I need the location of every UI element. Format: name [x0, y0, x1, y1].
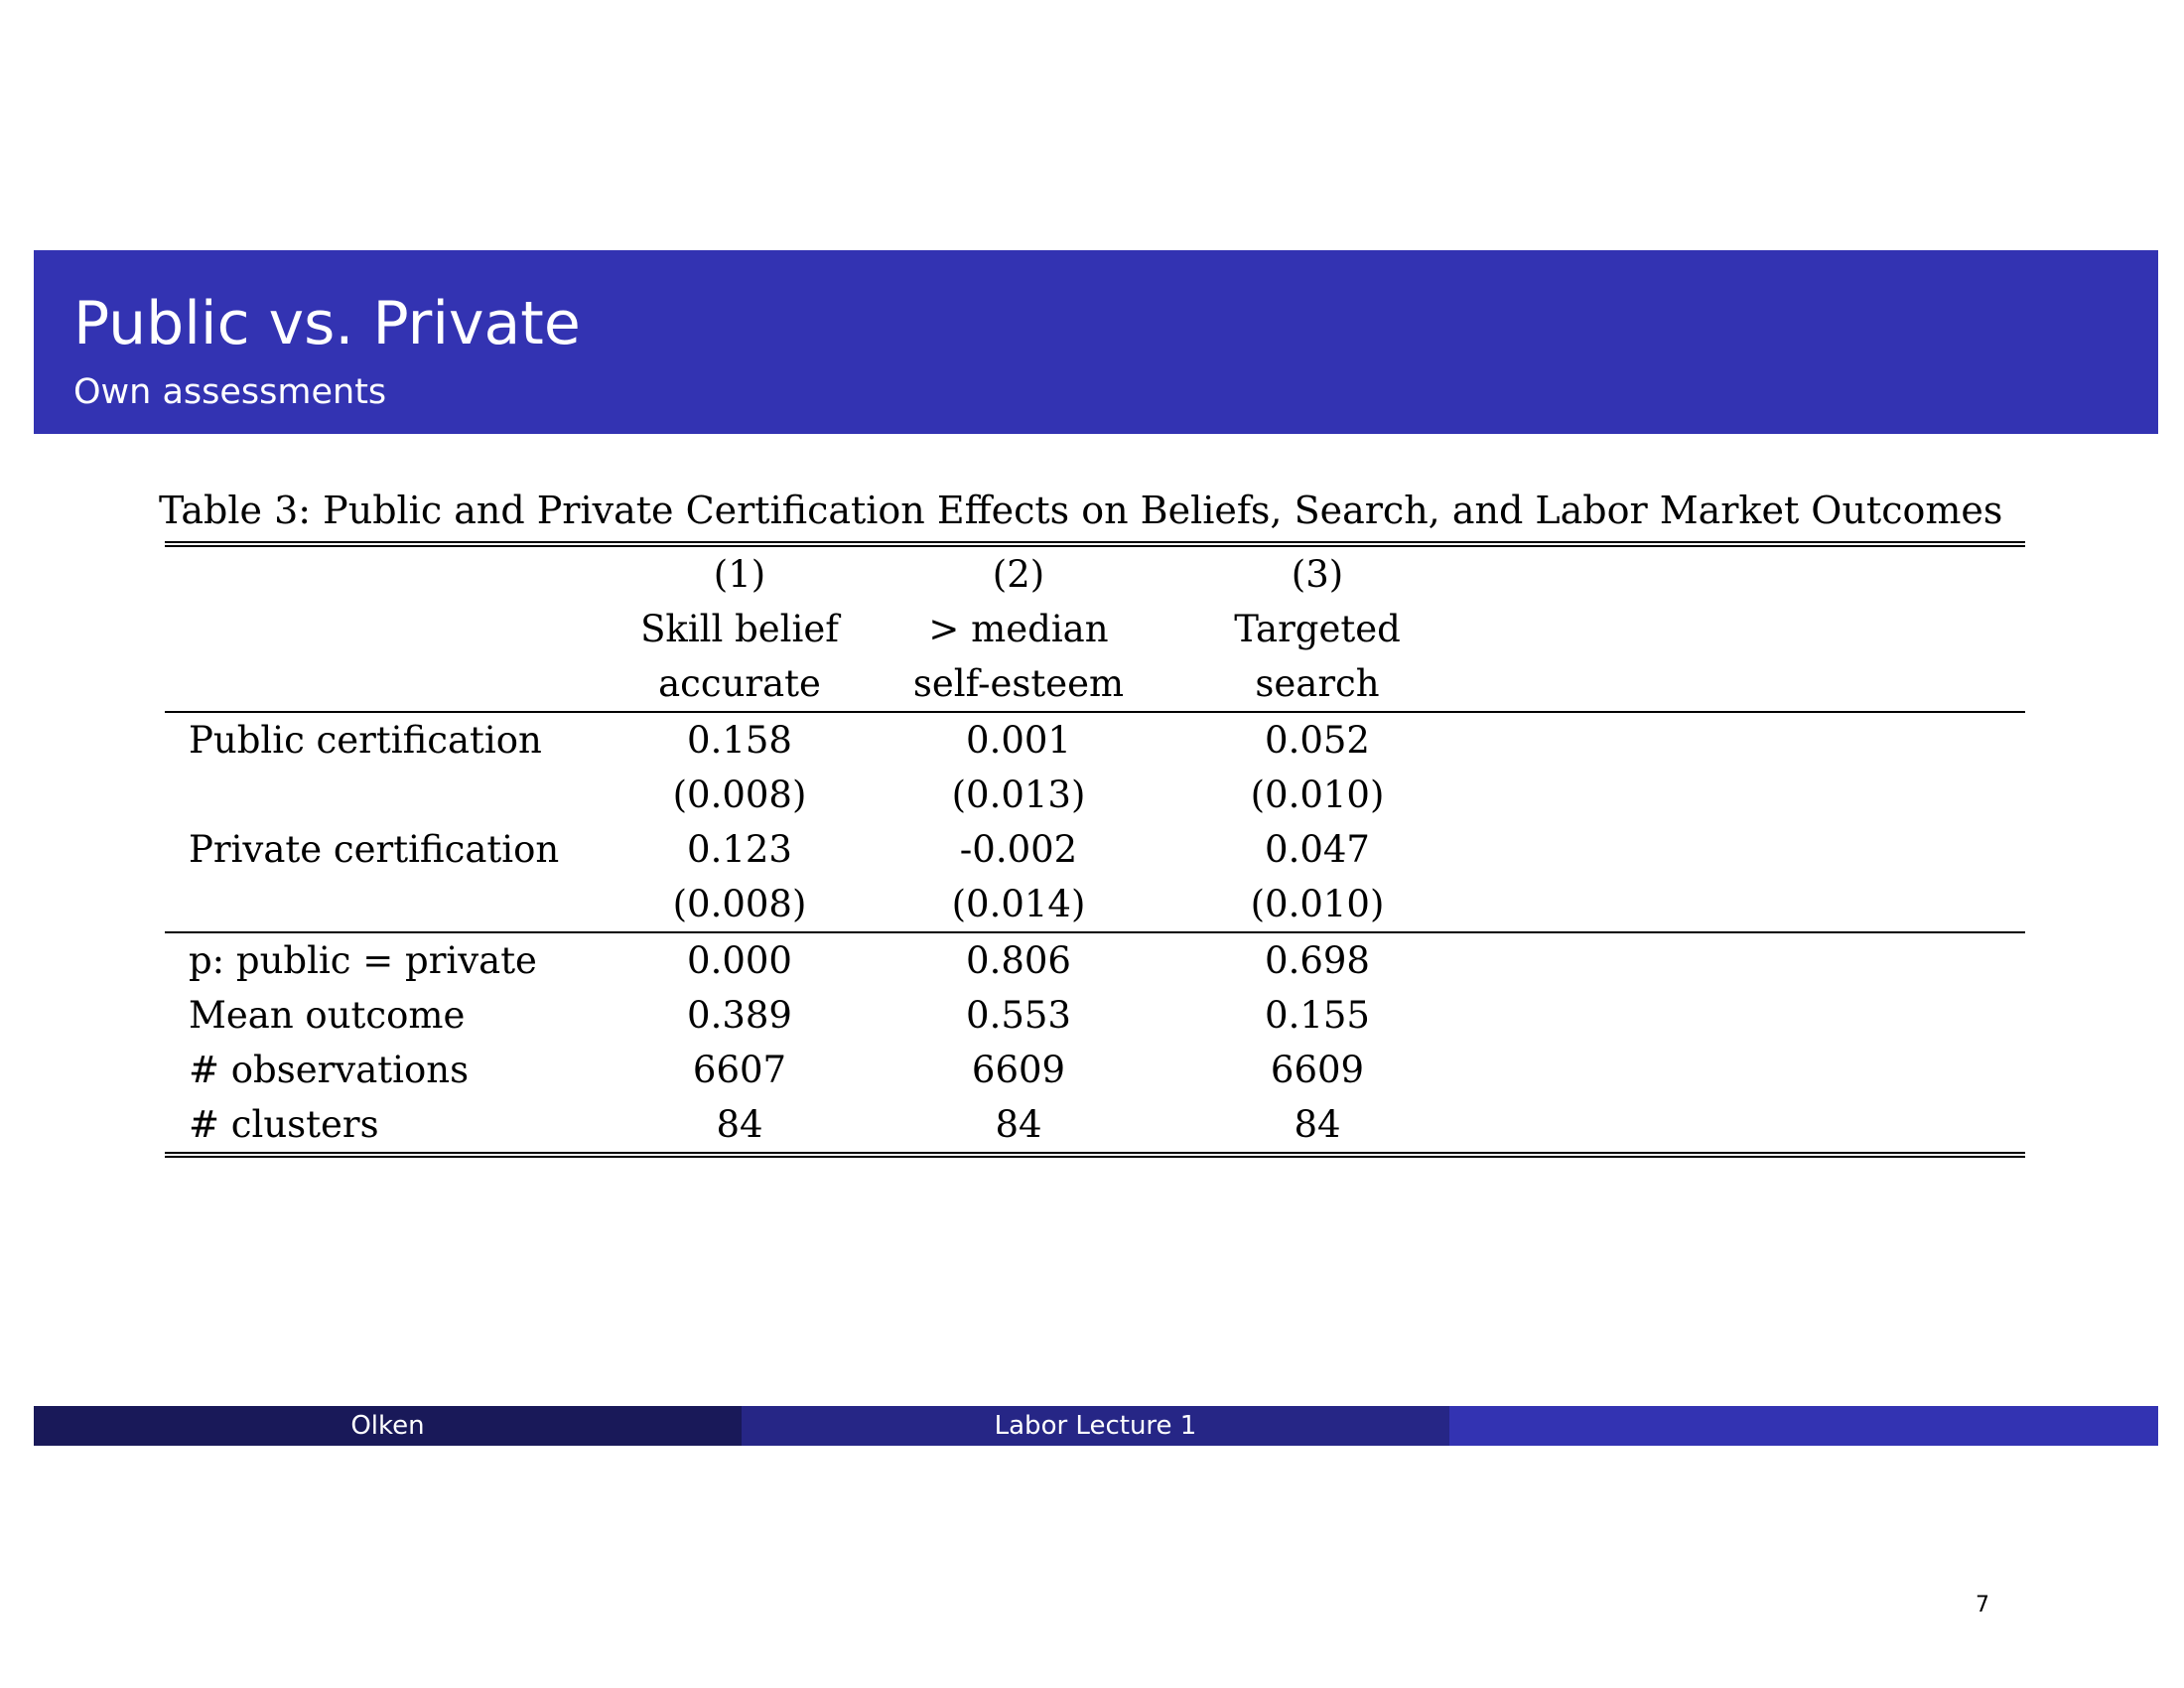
- stat-cell: 6607: [692, 1049, 787, 1091]
- stat-cell: 0.155: [1265, 994, 1370, 1037]
- coefficient-cell: -0.002: [959, 828, 1078, 871]
- slide-footer: [34, 1406, 2158, 1446]
- stat-cell: 84: [596, 1097, 884, 1155]
- row-label: # clusters: [165, 1097, 596, 1155]
- column-number-row: [165, 544, 2025, 602]
- page-number: 7: [1976, 1593, 1989, 1618]
- table-row: [165, 988, 2025, 1043]
- column-header: Targeted: [1234, 608, 1401, 650]
- footer-author: Olken: [34, 1406, 742, 1446]
- footer-blank-segment: [1449, 1406, 2158, 1446]
- table-row: [165, 768, 2025, 822]
- slide-title: Public vs. Private: [73, 289, 581, 358]
- table-row: [165, 932, 2025, 988]
- table-row: [165, 1043, 2025, 1097]
- slide-subtitle: Own assessments: [73, 372, 387, 412]
- table-row: [165, 822, 2025, 877]
- standard-error-cell: (0.010): [1250, 774, 1385, 816]
- table-row: [165, 1097, 2025, 1155]
- coefficient-cell: 0.047: [1265, 828, 1370, 871]
- coefficient-cell: 0.123: [687, 828, 792, 871]
- standard-error-cell: (0.013): [951, 774, 1086, 816]
- table-caption: Table 3: Public and Private Certification Effects on Beliefs, Search, and Labor Market Outcomes: [159, 489, 2003, 532]
- table-row: [165, 877, 2025, 932]
- column-number: (3): [1154, 544, 1481, 602]
- row-label: Private certification: [189, 828, 560, 871]
- row-label: Public certification: [165, 712, 596, 768]
- slide-header: [34, 250, 2158, 434]
- standard-error-cell: (0.008): [672, 774, 807, 816]
- stat-cell: 0.553: [966, 994, 1071, 1037]
- column-header: > median: [928, 608, 1109, 650]
- coefficient-cell: 0.052: [1154, 712, 1481, 768]
- column-header: accurate: [658, 662, 821, 705]
- footer-lecture-title: Labor Lecture 1: [742, 1406, 1449, 1446]
- table-row: [165, 712, 2025, 768]
- column-header: Skill belief: [640, 608, 839, 650]
- regression-table: [165, 541, 2025, 1158]
- stat-cell: 84: [884, 1097, 1154, 1155]
- stat-cell: 0.000: [596, 932, 884, 988]
- standard-error-cell: (0.008): [672, 883, 807, 925]
- column-header: search: [1255, 662, 1380, 705]
- stat-cell: 6609: [1270, 1049, 1365, 1091]
- stat-cell: 0.698: [1154, 932, 1481, 988]
- stat-cell: 84: [1154, 1097, 1481, 1155]
- row-label: Mean outcome: [189, 994, 466, 1037]
- column-number: (1): [596, 544, 884, 602]
- column-number: (2): [884, 544, 1154, 602]
- standard-error-cell: (0.014): [951, 883, 1086, 925]
- row-label: # observations: [189, 1049, 470, 1091]
- column-header-row: [165, 656, 2025, 712]
- stat-cell: 0.806: [884, 932, 1154, 988]
- standard-error-cell: (0.010): [1250, 883, 1385, 925]
- coefficient-cell: 0.158: [596, 712, 884, 768]
- stat-cell: 6609: [971, 1049, 1066, 1091]
- row-label: p: public = private: [165, 932, 596, 988]
- stat-cell: 0.389: [687, 994, 792, 1037]
- coefficient-cell: 0.001: [884, 712, 1154, 768]
- column-header: self-esteem: [912, 662, 1125, 705]
- column-header-row: [165, 602, 2025, 656]
